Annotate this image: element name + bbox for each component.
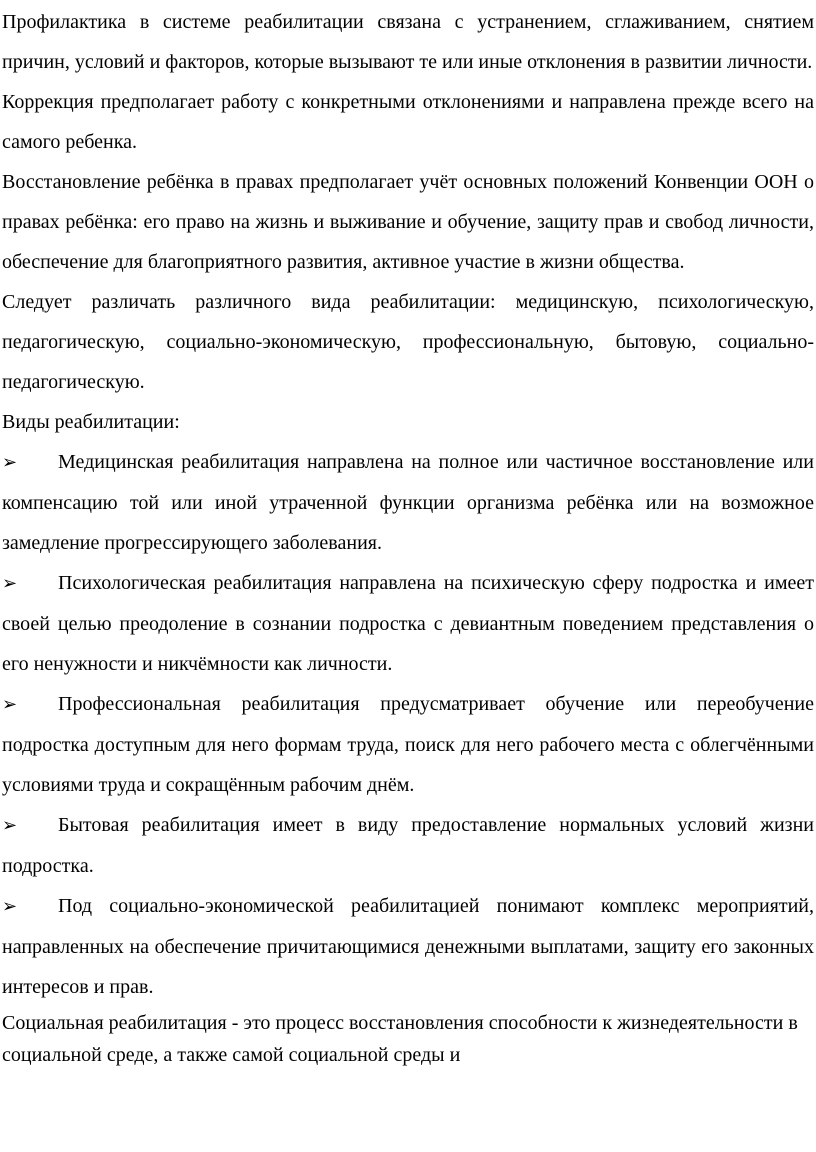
bullet-text: Бытовая реабилитация имеет в виду предоставление нормальных условий жизни подростка. bbox=[2, 814, 814, 877]
paragraph-rights-restoration: Восстановление ребёнка в правах предполагает учёт основных положений Конвенции ООН о правах ребёнка: его право на жизнь и выживание и обучение, защиту прав и свобод личности, обеспечение для благоприятного развития, активное участие в жизни общества. bbox=[2, 171, 814, 273]
bullet-text: Профессиональная реабилитация предусматривает обучение или переобучение подростка доступным для него формам труда, поиск для него рабочего места с облегчёнными условиями труда и сокращённым рабочим днём. bbox=[2, 693, 814, 796]
arrowhead-bullet-icon: ➢ bbox=[2, 573, 18, 594]
bullet-text: Медицинская реабилитация направлена на полное или частичное восстановление или компенсацию той или иной утраченной функции организма ребёнка или на возможное замедление прогрессирующего заболевания. bbox=[2, 451, 814, 554]
arrowhead-bullet-icon: ➢ bbox=[2, 815, 18, 836]
arrowhead-bullet-icon: ➢ bbox=[2, 452, 18, 473]
arrowhead-bullet-icon: ➢ bbox=[2, 694, 18, 715]
bullet-socioeconomic bbox=[2, 886, 814, 1007]
paragraph-correction: Коррекция предполагает работу с конкретными отклонениями и направлена прежде всего на самого ребенка. bbox=[2, 91, 814, 153]
arrowhead-bullet-icon: ➢ bbox=[2, 896, 18, 917]
bullet-text: Психологическая реабилитация направлена на психическую сферу подростка и имеет своей целью преодоление в сознании подростка с девиантным поведением представления о его ненужности и никчёмности как личности. bbox=[2, 572, 814, 675]
paragraph-types-heading: Виды реабилитации: bbox=[2, 411, 180, 433]
bullet-psychological bbox=[2, 563, 814, 684]
bullet-professional bbox=[2, 684, 814, 805]
bullet-medical bbox=[2, 442, 814, 563]
paragraph-prevention: Профилактика в системе реабилитации связана с устранением, сглаживанием, снятием причин, условий и факторов, которые вызывают те или иные отклонения в развитии личности. bbox=[2, 11, 814, 73]
bullet-text: Под социально-экономической реабилитацией понимают комплекс мероприятий, направленных на обеспечение причитающимися денежными выплатами, защиту его законных интересов и прав. bbox=[2, 895, 814, 998]
paragraph-rehabilitation-kinds: Следует различать различного вида реабилитации: медицинскую, психологическую, педагогическую, социально-экономическую, профессиональную, бытовую, социально- педагогическую. bbox=[2, 291, 814, 393]
paragraph-social-rehabilitation: Социальная реабилитация - это процесс восстановления способности к жизнедеятельности в социальной среде, а также самой социальной среды и bbox=[2, 1012, 798, 1066]
bullet-household bbox=[2, 805, 814, 886]
